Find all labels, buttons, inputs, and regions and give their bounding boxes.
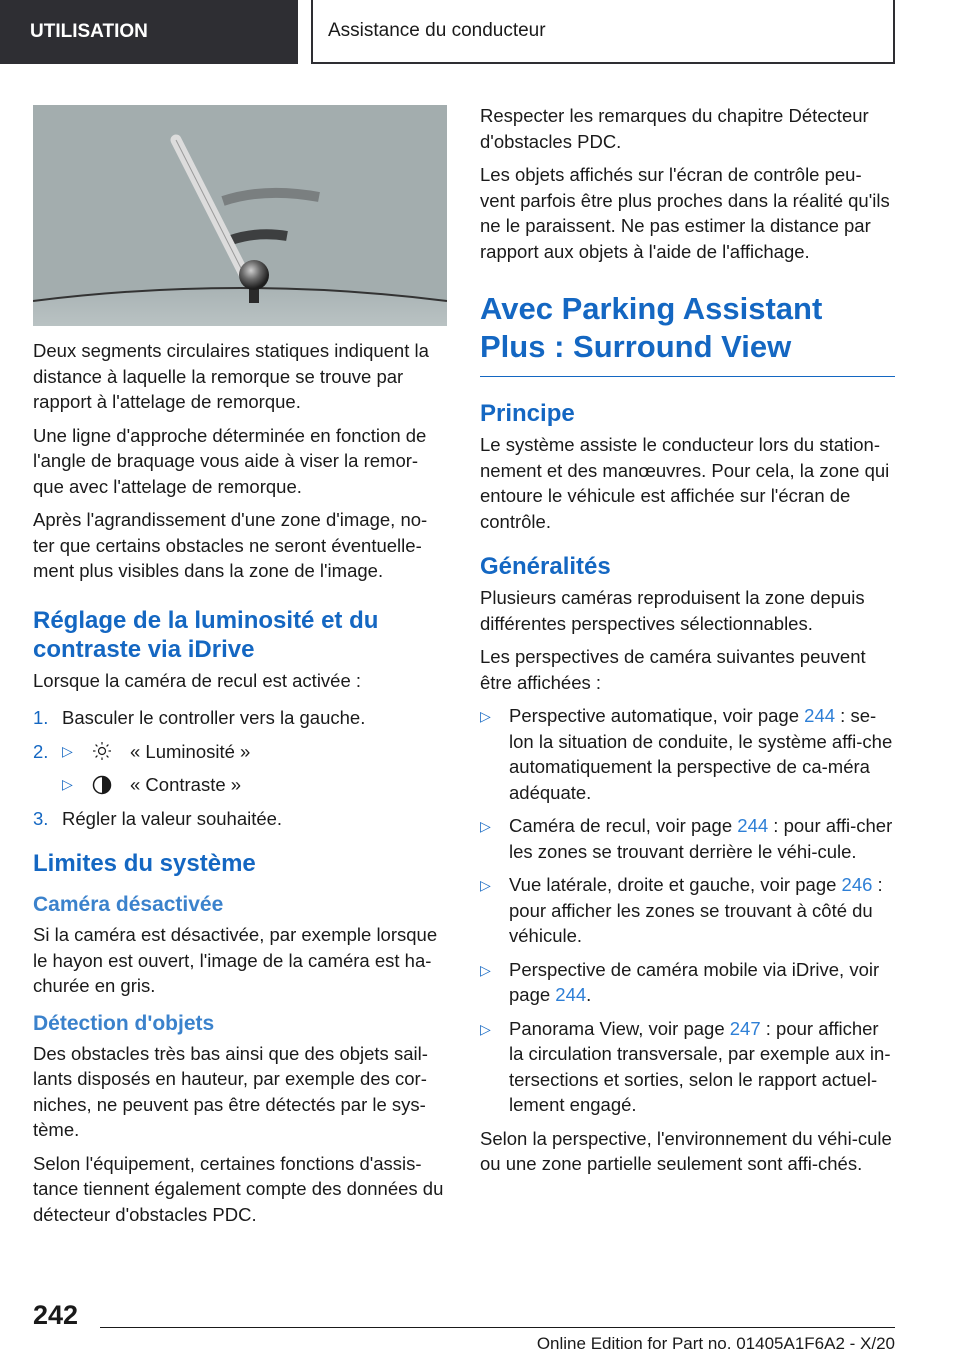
step-text: Basculer le controller vers la gauche. xyxy=(62,707,366,728)
paragraph: Les objets affichés sur l'écran de contrôle peu-vent parfois être plus proches dans la réalité qu'ils ne le paraissent. Ne pas estimer la distance par rapport aux objets à l'aide de l'affichage. xyxy=(480,164,890,262)
perspectives-list xyxy=(480,703,895,1118)
step-number: 3. xyxy=(33,807,49,829)
triangle-bullet-icon: ▷ xyxy=(480,1020,491,1037)
triangle-bullet-icon: ▷ xyxy=(480,961,491,978)
paragraph: Si la caméra est désactivée, par exemple lorsque le hayon est ouvert, l'image de la caméra est ha-churée en gris. xyxy=(33,924,438,996)
triangle-bullet-icon: ▷ xyxy=(480,708,491,724)
paragraph: Après l'agrandissement d'une zone d'image, no-ter que certains obstacles ne seront éventuelle-ment plus visibles dans la zone de l'image. xyxy=(33,509,428,581)
item-text: Perspective automatique, voir page xyxy=(509,705,805,726)
heading-object-detection: Détection d'objets xyxy=(33,1011,215,1035)
paragraph: Les perspectives de caméra suivantes peuvent être affichées : xyxy=(480,646,866,693)
right-column xyxy=(480,103,895,1185)
chapter-tab: Assistance du conducteur xyxy=(311,0,895,64)
paragraph: Selon l'équipement, certaines fonctions d'assis-tance tiennent également compte des données du détecteur d'obstacles PDC. xyxy=(33,1152,444,1225)
list-item xyxy=(480,1016,895,1118)
heading-brightness-contrast: Réglage de la luminosité et du contraste via iDrive xyxy=(33,606,379,663)
page-link[interactable]: 247 xyxy=(729,1017,761,1039)
paragraph: Selon la perspective, l'environnement du véhi-cule ou une zone partielle seulement sont affi-chés. xyxy=(480,1127,892,1174)
edition-note: Online Edition for Part no. 01405A1F6A2 - X/20 xyxy=(536,1334,895,1353)
triangle-bullet-icon: ▷ xyxy=(480,877,491,893)
page-link[interactable]: 244 xyxy=(555,984,587,1005)
section-tab: UTILISATION xyxy=(0,0,298,64)
triangle-bullet-icon: ▷ xyxy=(480,818,491,834)
item-text: : pour affi-cher les zones se trouvant derrière le véhi-cule. xyxy=(509,815,893,862)
step-text: « Contraste » xyxy=(130,774,242,795)
heading-general: Généralités xyxy=(480,553,611,580)
list-item xyxy=(480,813,895,864)
steps-list xyxy=(33,705,447,831)
paragraph: Plusieurs caméras reproduisent la zone depuis différentes perspectives sélectionnables. xyxy=(480,587,865,634)
item-text: Caméra de recul, voir page xyxy=(509,815,738,836)
step-item xyxy=(33,739,447,765)
heading-system-limits: Limites du système xyxy=(33,850,256,877)
step-item xyxy=(33,806,447,832)
heading-principle: Principe xyxy=(480,400,575,427)
item-text: Perspective de caméra mobile via iDrive, voir page xyxy=(509,958,880,1005)
step-number: 1. xyxy=(33,707,49,728)
triangle-bullet-icon: ▷ xyxy=(62,776,73,792)
heading-camera-disabled: Caméra désactivée xyxy=(33,893,224,916)
brightness-icon xyxy=(92,741,112,761)
page-link[interactable]: 246 xyxy=(841,874,873,895)
page-number: 242 xyxy=(33,1300,79,1330)
left-column xyxy=(33,105,447,1235)
item-text: : pour afficher la circulation transversale, par exemple aux in-tersections et sorties, selon le rapport actuel-lement engagé. xyxy=(509,1017,891,1115)
page-link[interactable]: 244 xyxy=(804,705,836,726)
item-text: Vue latérale, droite et gauche, voir page xyxy=(509,874,842,895)
step-number: 2. xyxy=(33,740,49,762)
paragraph: Deux segments circulaires statiques indiquent la distance à laquelle la remorque se trouve par rapport à l'attelage de remorque. xyxy=(33,340,429,412)
triangle-bullet-icon: ▷ xyxy=(62,742,73,759)
contrast-icon xyxy=(92,775,112,795)
item-text: : pour afficher les zones se trouvant à côté du véhicule. xyxy=(509,874,883,946)
footer-divider xyxy=(100,1327,895,1328)
paragraph: Lorsque la caméra de recul est activée : xyxy=(33,669,362,691)
list-item xyxy=(480,957,895,1008)
step-text: Régler la valeur souhaitée. xyxy=(62,807,283,829)
item-text: Panorama View, voir page xyxy=(509,1017,730,1039)
item-text: . xyxy=(586,984,592,1005)
step-item xyxy=(33,772,447,798)
page-link[interactable]: 244 xyxy=(737,815,769,836)
heading-surround-view: Avec Parking Assistant Plus : Surround View xyxy=(480,290,895,377)
step-item xyxy=(33,705,447,731)
paragraph: Une ligne d'approche déterminée en fonction de l'angle de braquage vous aide à viser la remor-que avec l'attelage de remorque. xyxy=(33,424,427,497)
step-text: « Luminosité » xyxy=(130,740,251,762)
item-text: : se-lon la situation de conduite, le système affi-che automatiquement la perspective de ca-méra adéquate. xyxy=(509,705,893,803)
list-item xyxy=(480,872,895,949)
paragraph: Le système assiste le conducteur lors du station-nement et des manœuvres. Pour cela, la zone qui entoure le véhicule est affichée sur l'écran de contrôle. xyxy=(480,434,890,532)
trailer-hitch-camera-illustration xyxy=(33,105,447,326)
list-item xyxy=(480,703,895,805)
paragraph: Des obstacles très bas ainsi que des objets sail-lants disposés en hauteur, par exemple des cor-niches, ne peuvent pas être détectés par le sys-tème. xyxy=(33,1042,428,1140)
paragraph: Respecter les remarques du chapitre Détecteur d'obstacles PDC. xyxy=(480,105,869,152)
